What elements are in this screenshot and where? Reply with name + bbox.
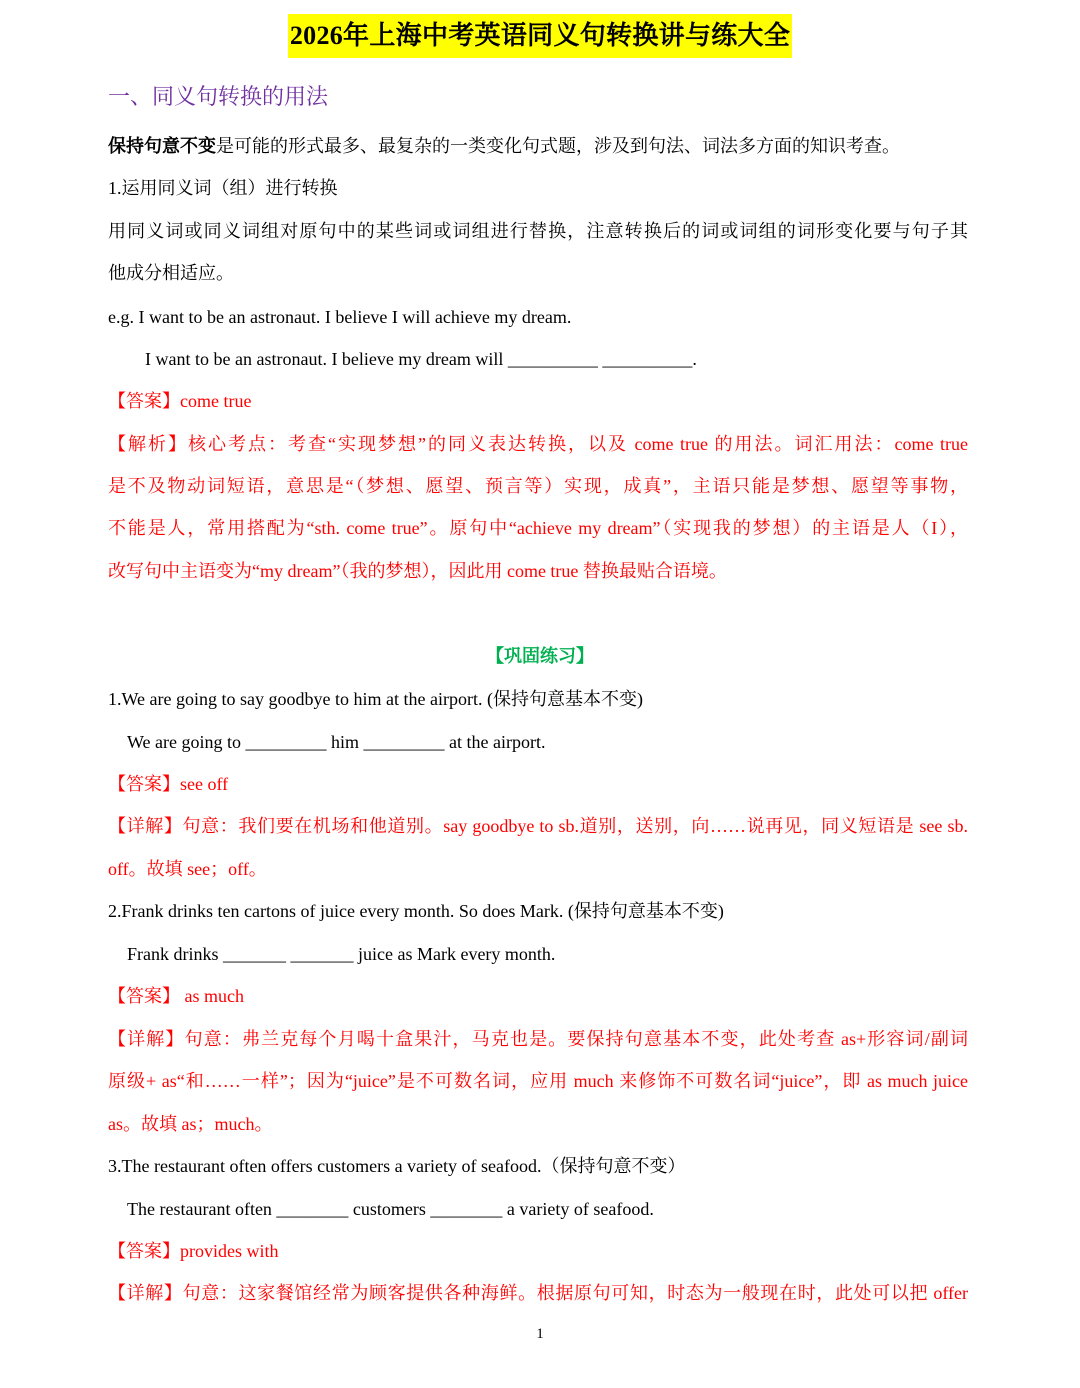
method-description-line: 用同义词或同义词组对原句中的某些词或词组进行替换，注意转换后的词或词组的词形变化要与句子其 [108, 221, 968, 241]
example-analysis-line: 改写句中主语变为“my dream”（我的梦想），因此用 come true 替换最贴合语境。 [108, 561, 727, 581]
example-analysis-line: 是不及物动词短语，意思是“（梦想、愿望、预言等）实现，成真”，主语只能是梦想、愿望等事物， [108, 476, 968, 496]
section-heading: 一、同义句转换的用法 [108, 84, 329, 109]
intro-rest-text: 是可能的形式最多、最复杂的一类变化句式题，涉及到句法、词法多方面的知识考查。 [216, 136, 900, 156]
question-1-detail-line: 【详解】句意：我们要在机场和他道别。say goodbye to sb.道别，送别，向……说再见，同义短语是 see sb. [108, 816, 968, 836]
method-title: 1.运用同义词（组）进行转换 [108, 178, 338, 198]
question-1-answer: 【答案】see off [108, 774, 229, 794]
intro-bold-text: 保持句意不变 [108, 136, 216, 156]
title-container [0, 14, 1080, 58]
example-sentence: e.g. I want to be an astronaut. I believe I will achieve my dream. [108, 307, 572, 327]
question-1: 1.We are going to say goodbye to him at the airport. (保持句意基本不变) [108, 689, 643, 709]
question-2-rewrite: Frank drinks _______ _______ juice as Mark every month. [127, 944, 556, 964]
question-2-detail-line: 原级+ as“和……一样”；因为“juice”是不可数名词，应用 much 来修饰不可数名词“juice”，即 as much juice [108, 1071, 968, 1091]
example-analysis-line: 不能是人，常用搭配为“sth. come true”。原句中“achieve my dream”（实现我的梦想）的主语是人（I）， [108, 518, 968, 538]
question-3: 3.The restaurant often offers customers a variety of seafood.（保持句意不变） [108, 1156, 686, 1176]
example-rewrite: I want to be an astronaut. I believe my dream will __________ __________. [145, 349, 697, 369]
question-2-detail-line: as。故填 as；much。 [108, 1114, 273, 1134]
question-2-detail-line: 【详解】句意：弗兰克每个月喝十盒果汁，马克也是。要保持句意基本不变，此处考查 as+形容词/副词 [108, 1029, 968, 1049]
page-number: 1 [536, 1326, 544, 1342]
question-2-answer: 【答案】 as much [108, 986, 244, 1006]
example-answer: 【答案】come true [108, 391, 252, 411]
question-1-rewrite: We are going to _________ him _________ at the airport. [127, 732, 546, 752]
question-2: 2.Frank drinks ten cartons of juice every month. So does Mark. (保持句意基本不变) [108, 901, 724, 921]
document-title: 2026年上海中考英语同义句转换讲与练大全 [288, 14, 792, 58]
method-description-line: 他成分相适应。 [108, 263, 234, 283]
example-analysis-line: 【解析】核心考点：考查“实现梦想”的同义表达转换，以及 come true 的用法。词汇用法：come true [108, 434, 968, 454]
question-3-answer: 【答案】provides with [108, 1241, 279, 1261]
intro-paragraph [108, 133, 968, 159]
question-3-rewrite: The restaurant often ________ customers ________ a variety of seafood. [127, 1199, 654, 1219]
question-1-detail-line: off。故填 see；off。 [108, 859, 267, 879]
question-3-detail-line: 【详解】句意：这家餐馆经常为顾客提供各种海鲜。根据原句可知，时态为一般现在时，此处可以把 offer [108, 1283, 968, 1303]
practice-heading: 【巩固练习】 [486, 646, 594, 666]
